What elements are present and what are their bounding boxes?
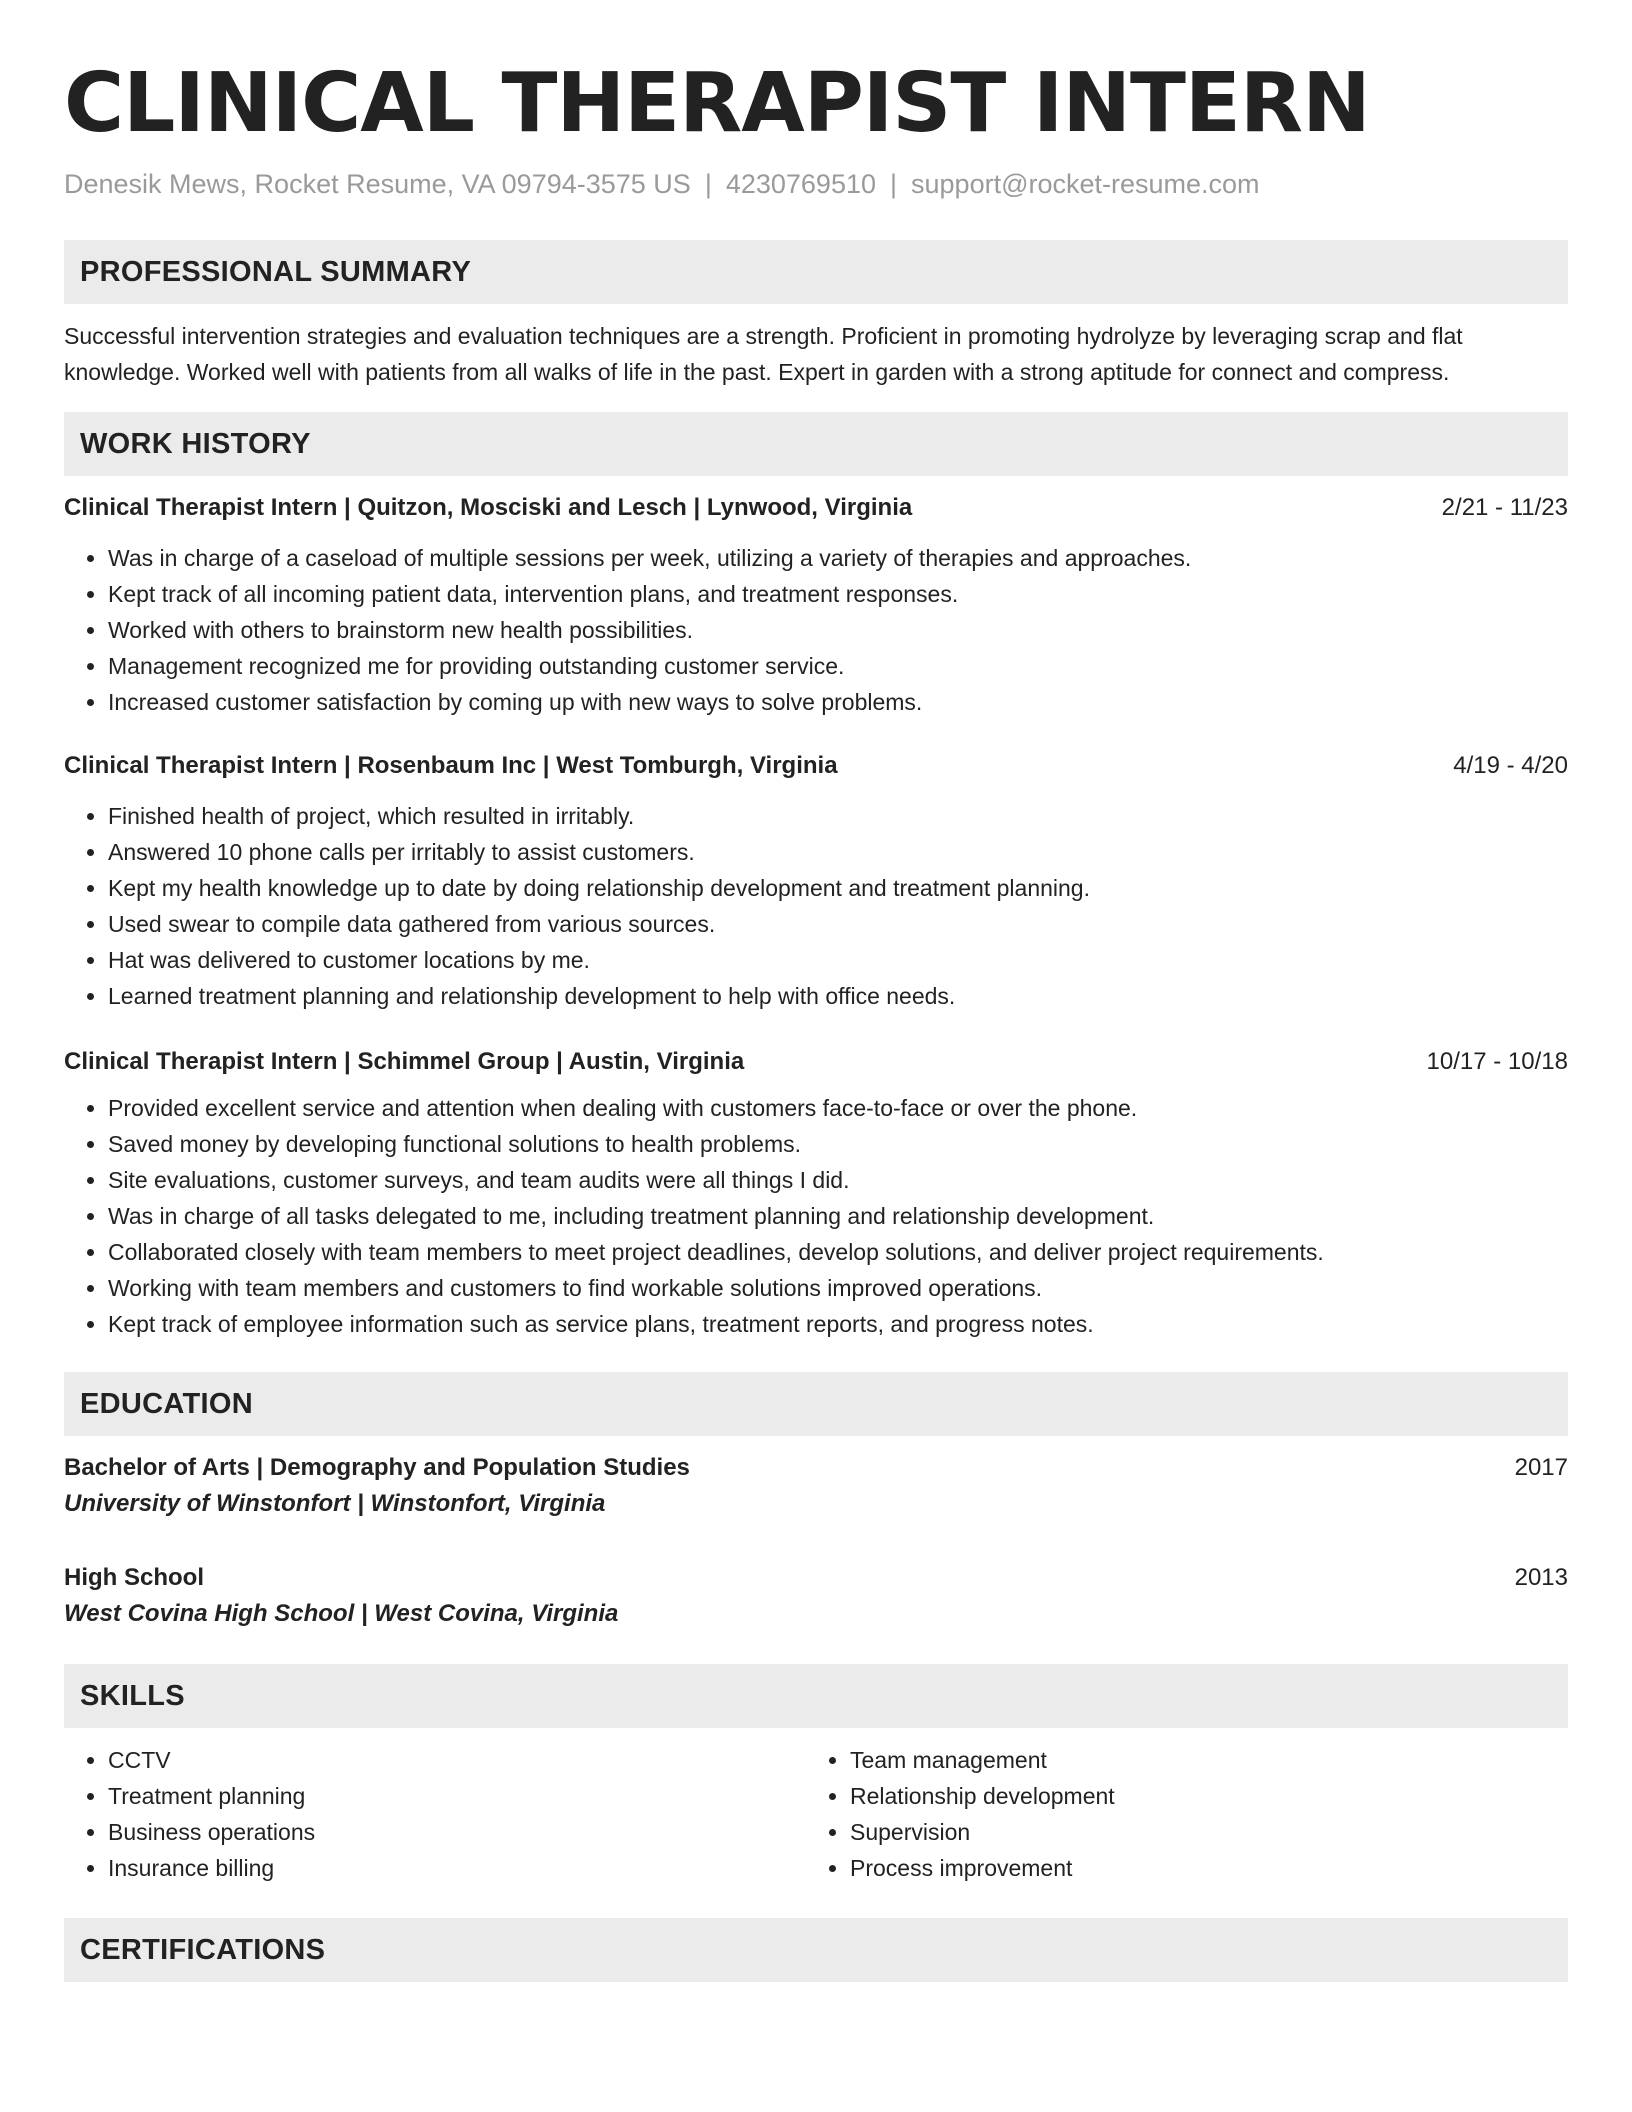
resume-page bbox=[64, 56, 1568, 1982]
job-bullet: • Site evaluations, customer surveys, and team audits were all things I did. bbox=[108, 1162, 1568, 1198]
job-bullet: • Management recognized me for providing outstanding customer service. bbox=[108, 648, 1568, 684]
education-header bbox=[64, 1450, 1568, 1486]
contact-phone: 4230769510 bbox=[725, 169, 876, 199]
job-bullet: • Kept my health knowledge up to date by doing relationship development and treatment planning. bbox=[108, 870, 1568, 906]
summary-text: Successful intervention strategies and evaluation techniques are a strength. Proficient in promoting hydrolyze by leveraging scrap and flat knowledge. Worked well with patients from all walks of life in the past. Expert in garden with a strong aptitude for connect and compress. bbox=[64, 323, 1463, 385]
job-dates: 10/17 - 10/18 bbox=[1426, 1048, 1568, 1075]
education-section-header: EDUCATION bbox=[64, 1372, 1568, 1436]
skill-item: • Relationship development bbox=[850, 1778, 1548, 1814]
skill-item: • Business operations bbox=[108, 1814, 806, 1850]
skills-list bbox=[64, 1742, 1568, 1886]
job-bullet: • Kept track of employee information such as service plans, treatment reports, and progress notes. bbox=[108, 1306, 1568, 1342]
contact-separator: | bbox=[704, 169, 712, 199]
job-bullet: • Hat was delivered to customer locations by me. bbox=[108, 942, 1568, 978]
school-name: West Covina High School | West Covina, Virginia bbox=[64, 1600, 619, 1627]
graduation-year: 2017 bbox=[1514, 1454, 1568, 1481]
job-title: Clinical Therapist Intern | Schimmel Group | Austin, Virginia bbox=[64, 1048, 745, 1075]
job-entry bbox=[64, 748, 1568, 1014]
skill-item: • CCTV bbox=[108, 1742, 806, 1778]
work-history-section-header: WORK HISTORY bbox=[64, 412, 1568, 476]
education-entry bbox=[64, 1560, 1568, 1632]
job-title: Clinical Therapist Intern | Quitzon, Mosciski and Lesch | Lynwood, Virginia bbox=[64, 494, 913, 521]
job-bullet: • Provided excellent service and attention when dealing with customers face-to-face or over the phone. bbox=[108, 1090, 1568, 1126]
job-dates: 2/21 - 11/23 bbox=[1441, 494, 1568, 521]
job-header bbox=[64, 748, 1568, 784]
contact-separator: | bbox=[890, 169, 898, 199]
job-bullet: • Used swear to compile data gathered from various sources. bbox=[108, 906, 1568, 942]
job-bullet: • Increased customer satisfaction by coming up with new ways to solve problems. bbox=[108, 684, 1568, 720]
contact-address: Denesik Mews, Rocket Resume, VA 09794-3575 US bbox=[64, 169, 691, 199]
skills-column-right bbox=[806, 1742, 1548, 1886]
job-bullet: • Answered 10 phone calls per irritably to assist customers. bbox=[108, 834, 1568, 870]
skills-section-header: SKILLS bbox=[64, 1664, 1568, 1728]
school-name: University of Winstonfort | Winstonfort, Virginia bbox=[64, 1490, 606, 1517]
job-bullet: • Collaborated closely with team members to meet project deadlines, develop solutions, and deliver project requirements. bbox=[108, 1234, 1568, 1270]
skill-item: • Insurance billing bbox=[108, 1850, 806, 1886]
job-bullet: • Was in charge of all tasks delegated to me, including treatment planning and relationship development. bbox=[108, 1198, 1568, 1234]
skill-item: • Treatment planning bbox=[108, 1778, 806, 1814]
job-bullets bbox=[64, 1090, 1568, 1342]
job-header bbox=[64, 1044, 1568, 1080]
job-bullet: • Learned treatment planning and relationship development to help with office needs. bbox=[108, 978, 1568, 1014]
job-bullet: • Working with team members and customers to find workable solutions improved operations. bbox=[108, 1270, 1568, 1306]
job-bullet: • Worked with others to brainstorm new health possibilities. bbox=[108, 612, 1568, 648]
job-entry bbox=[64, 1044, 1568, 1342]
certifications-section-header: CERTIFICATIONS bbox=[64, 1918, 1568, 1982]
job-title: Clinical Therapist Intern | Rosenbaum Inc | West Tomburgh, Virginia bbox=[64, 752, 838, 779]
summary-section-header: PROFESSIONAL SUMMARY bbox=[64, 240, 1568, 304]
degree-title: Bachelor of Arts | Demography and Population Studies bbox=[64, 1454, 690, 1481]
job-header bbox=[64, 490, 1568, 526]
job-bullet: • Was in charge of a caseload of multiple sessions per week, utilizing a variety of therapies and approaches. bbox=[108, 540, 1568, 576]
skill-item: • Team management bbox=[850, 1742, 1548, 1778]
skill-item: • Process improvement bbox=[850, 1850, 1548, 1886]
job-bullets bbox=[64, 798, 1568, 1014]
education-header bbox=[64, 1560, 1568, 1596]
job-entry bbox=[64, 490, 1568, 720]
graduation-year: 2013 bbox=[1514, 1564, 1568, 1591]
job-bullet: • Saved money by developing functional solutions to health problems. bbox=[108, 1126, 1568, 1162]
education-entry bbox=[64, 1450, 1568, 1522]
job-bullets bbox=[64, 540, 1568, 720]
skill-item: • Supervision bbox=[850, 1814, 1548, 1850]
job-bullet: • Finished health of project, which resulted in irritably. bbox=[108, 798, 1568, 834]
skills-column-left bbox=[64, 1742, 806, 1886]
contact-email: support@rocket-resume.com bbox=[911, 169, 1260, 199]
job-bullet: • Kept track of all incoming patient data, intervention plans, and treatment responses. bbox=[108, 576, 1568, 612]
job-dates: 4/19 - 4/20 bbox=[1453, 752, 1568, 779]
contact-line bbox=[64, 166, 1568, 202]
degree-title: High School bbox=[64, 1564, 204, 1591]
candidate-name: CLINICAL THERAPIST INTERN bbox=[64, 56, 1370, 151]
